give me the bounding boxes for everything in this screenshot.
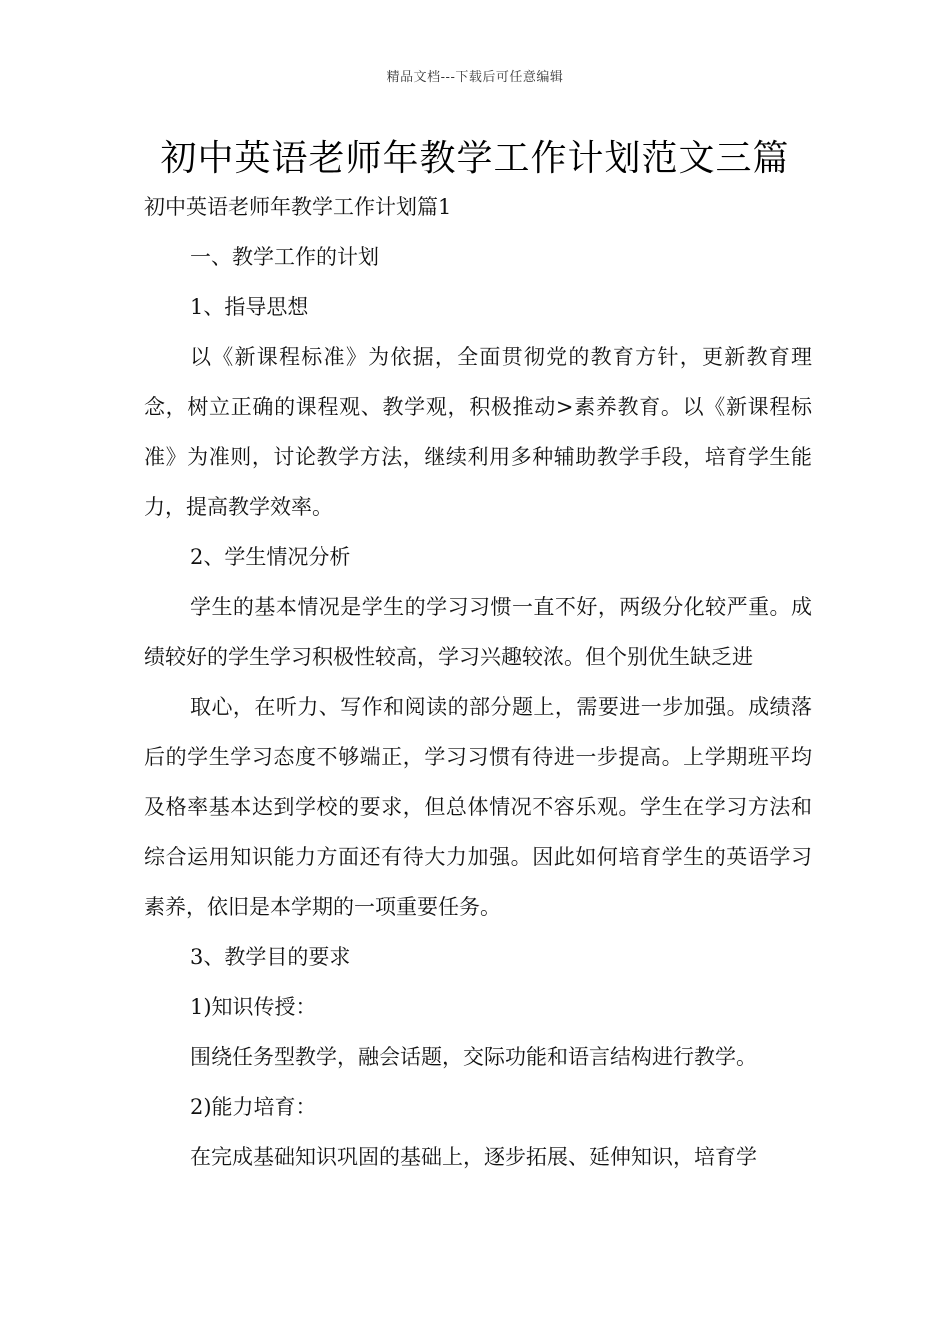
heading-ability-training: 2)能力培育：: [190, 1095, 317, 1119]
heading-teaching-goals: 3、教学目的要求: [190, 945, 351, 969]
paragraph-guiding-thought: 以《新课程标准》为依据，全面贯彻党的教育方针，更新教育理念，树立正确的课程观、教学观，积极推动>素养教育。以《新课程标准》为准则，讨论教学方法，继续利用多种辅助教学手段，培育学生能力，提高教学效率。: [144, 345, 812, 519]
paragraph-student-analysis-1: 学生的基本情况是学生的学习习惯一直不好，两级分化较严重。成绩较好的学生学习积极性较高，学习兴趣较浓。但个别优生缺乏进: [144, 595, 812, 669]
heading-teaching-plan: 一、教学工作的计划: [190, 245, 379, 269]
heading-guiding-thought: 1、指导思想: [190, 295, 309, 319]
section-subtitle: 初中英语老师年教学工作计划篇1: [144, 195, 452, 219]
heading-knowledge-transfer: 1)知识传授：: [190, 995, 317, 1019]
document-title: 初中英语老师年教学工作计划范文三篇: [160, 138, 790, 179]
paragraph-knowledge-transfer: 围绕任务型教学，融会话题，交际功能和语言结构进行教学。: [190, 1045, 757, 1069]
header-note: 精品文档---下载后可任意编辑: [386, 70, 564, 85]
document-body: [144, 182, 812, 1182]
paragraph-ability-training: 在完成基础知识巩固的基础上，逐步拓展、延伸知识，培育学: [190, 1145, 757, 1169]
heading-student-analysis: 2、学生情况分析: [190, 545, 351, 569]
paragraph-student-analysis-2: 取心，在听力、写作和阅读的部分题上，需要进一步加强。成绩落后的学生学习态度不够端正，学习习惯有待进一步提高。上学期班平均及格率基本达到学校的要求，但总体情况不容乐观。学生在学习方法和综合运用知识能力方面还有待大力加强。因此如何培育学生的英语学习素养，依旧是本学期的一项重要任务。: [144, 695, 812, 919]
